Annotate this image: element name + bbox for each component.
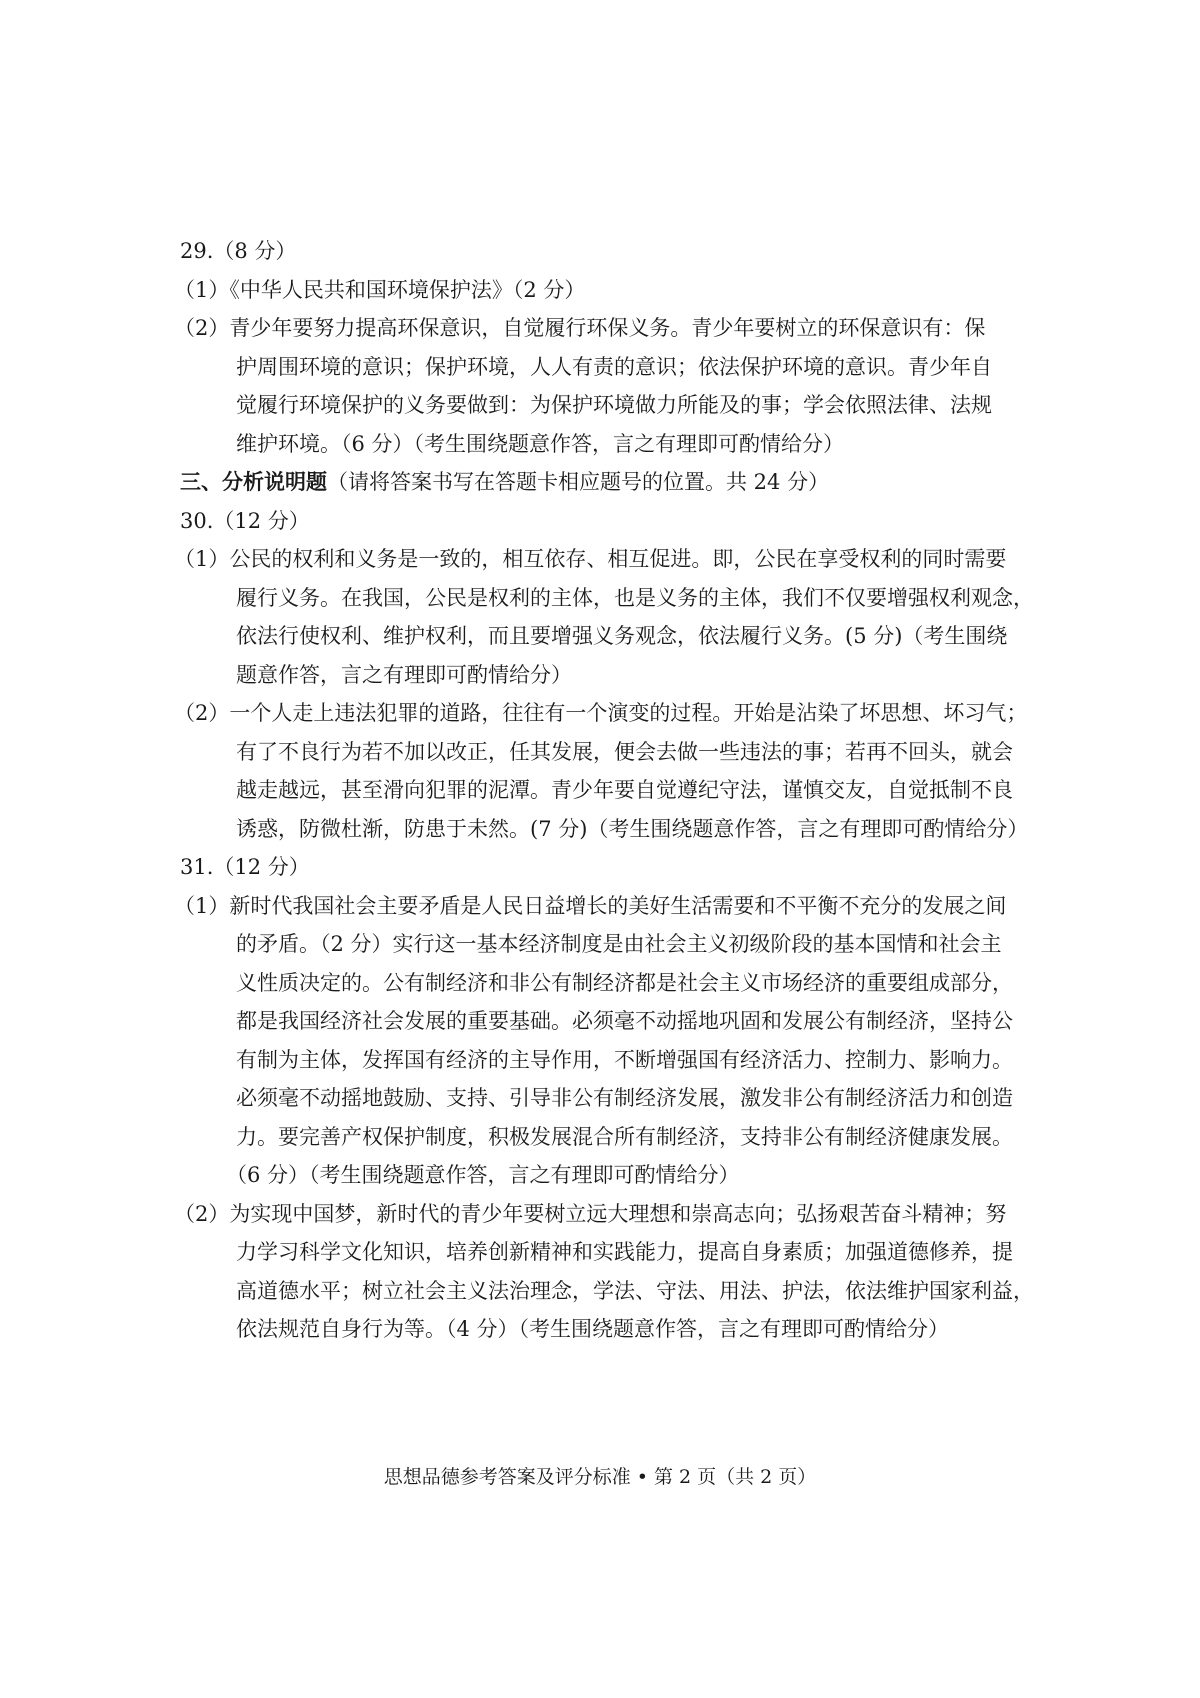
q31-part1-line2: 的矛盾。（2 分）实行这一基本经济制度是由社会主义初级阶段的基本国情和社会主	[236, 932, 1002, 956]
q30-part1-line3: 依法行使权利、维护权利，而且要增强义务观念，依法履行义务。(5 分)（考生围绕	[236, 624, 1008, 648]
q31-part1-line6: 必须毫不动摇地鼓励、支持、引导非公有制经济发展，激发非公有制经济活力和创造	[236, 1086, 1013, 1110]
q31-part1-line4: 都是我国经济社会发展的重要基础。必须毫不动摇地巩固和发展公有制经济，坚持公	[236, 1009, 1013, 1033]
question-31-heading: 31.（12 分）	[180, 855, 310, 879]
q29-part2-line1: （2）青少年要努力提高环保意识，自觉履行环保义务。青少年要树立的环保意识有：保	[174, 316, 986, 340]
q31-part2-line2: 力学习科学文化知识，培养创新精神和实践能力，提高自身素质；加强道德修养，提	[236, 1240, 1013, 1264]
q30-part2-line3: 越走越远，甚至滑向犯罪的泥潭。青少年要自觉遵纪守法，谨慎交友，自觉抵制不良	[236, 778, 1013, 802]
section-3-heading	[180, 463, 1020, 502]
q31-part2-line1: （2）为实现中国梦，新时代的青少年要树立远大理想和崇高志向；弘扬艰苦奋斗精神；努	[174, 1201, 1007, 1226]
q30-part2-line2: 有了不良行为若不加以改正，任其发展，便会去做一些违法的事；若再不回头，就会	[236, 739, 1013, 764]
page-footer: 思想品德参考答案及评分标准 • 第 2 页（共 2 页）	[383, 1466, 817, 1488]
q29-part1: （1）《中华人民共和国环境保护法》（2 分）	[174, 277, 586, 302]
q31-part2-line3: 高道德水平；树立社会主义法治理念，学法、守法、用法、护法，依法维护国家利益，	[236, 1278, 1034, 1303]
answer-content	[174, 232, 1034, 1349]
q31-part1-line3: 义性质决定的。公有制经济和非公有制经济都是社会主义市场经济的重要组成部分，	[236, 970, 1013, 995]
q31-part1-line1: （1）新时代我国社会主要矛盾是人民日益增长的美好生活需要和不平衡不充分的发展之间	[174, 893, 1007, 918]
section-3-title: 三、分析说明题	[180, 469, 327, 494]
q30-part2-line1: （2）一个人走上违法犯罪的道路，往往有一个演变的过程。开始是沾染了坏思想、坏习气；	[174, 701, 1028, 725]
question-29-heading: 29.（8 分）	[180, 239, 297, 263]
q31-part2-line4: 依法规范自身行为等。（4 分）（考生围绕题意作答，言之有理即可酌情给分）	[236, 1317, 950, 1341]
section-3-note: （请将答案书写在答题卡相应题号的位置。共 24 分）	[327, 470, 830, 494]
q31-part1-line5: 有制为主体，发挥国有经济的主导作用，不断增强国有经济活力、控制力、影响力。	[236, 1047, 1013, 1072]
q29-part2-line2: 护周围环境的意识；保护环境，人人有责的意识；依法保护环境的意识。青少年自	[236, 354, 992, 379]
q31-part1-line7: 力。要完善产权保护制度，积极发展混合所有制经济，支持非公有制经济健康发展。	[236, 1124, 1013, 1149]
q29-part2-line3: 觉履行环境保护的义务要做到：为保护环境做力所能及的事；学会依照法律、法规	[236, 393, 992, 417]
q30-part2-line4: 诱惑，防微杜渐，防患于未然。(7 分)（考生围绕题意作答，言之有理即可酌情给分）	[236, 816, 1029, 841]
q30-part1-line1: （1）公民的权利和义务是一致的，相互依存、相互促进。即，公民在享受权利的同时需要	[174, 547, 1007, 571]
q29-part2-line4: 维护环境。（6 分）（考生围绕题意作答，言之有理即可酌情给分）	[236, 431, 845, 456]
q30-part1-line2: 履行义务。在我国，公民是权利的主体，也是义务的主体，我们不仅要增强权利观念，	[236, 585, 1034, 610]
q31-part1-line8: （6 分）（考生围绕题意作答，言之有理即可酌情给分）	[226, 1163, 740, 1187]
q30-part1-line4: 题意作答，言之有理即可酌情给分）	[236, 662, 572, 687]
question-30-heading: 30.（12 分）	[180, 508, 310, 533]
